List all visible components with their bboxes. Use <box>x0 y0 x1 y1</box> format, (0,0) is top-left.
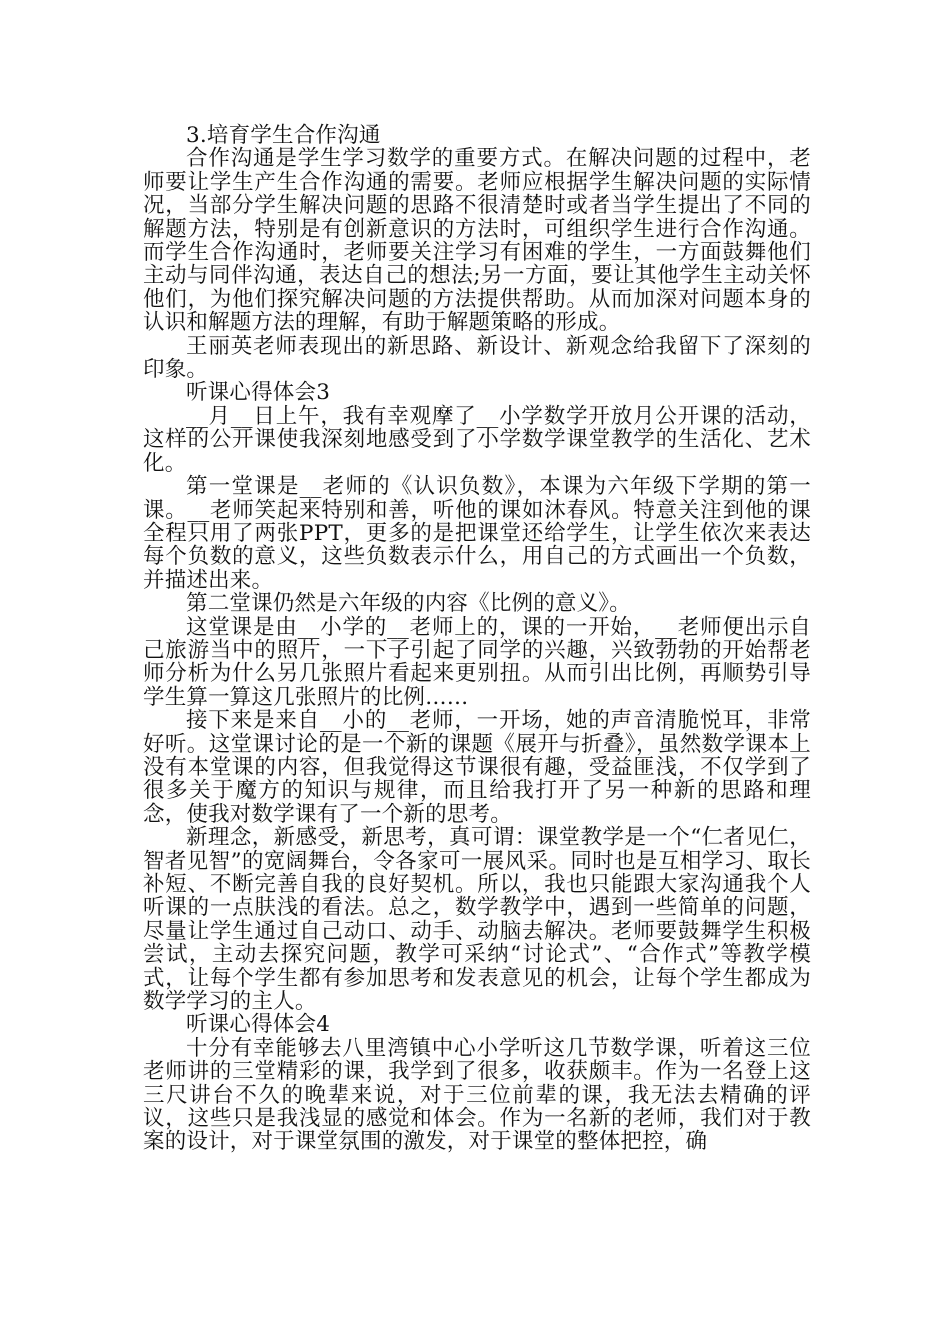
paragraph: 新理念，新感受，新思考，真可谓：课堂教学是一个“仁者见仁，智者见智”的宽阔舞台，令各家可一展风采。同时也是互相学习、取长补短、不断完善自我的良好契机。所以，我也只能跟大家沟通我个人听课的一点肤浅的看法。总之，数学教学中，遇到一些简单的问题，尽量让学生通过自己动口、动手、动脑去解决。老师要鼓舞学生积极尝试，主动去探究问题，教学可采纳“讨论式”、“合作式”等教学模式，让每个学生都有参加思考和发表意见的机会，让每个学生都成为数学学习的主人。 <box>143 825 811 1015</box>
paragraph: 第一堂课是__老师的《认识负数》，本课为六年级下学期的第一课。__老师笑起来特别和善，听他的课如沐春风。特意关注到他的课全程只用了两张PPT，更多的是把课堂还给学生，让学生依次来表达每个负数的意义，这些负数表示什么，用自己的方式画出一个负数，并描述出来。 <box>143 474 811 593</box>
paragraph: __月__日上午，我有幸观摩了__小学数学开放月公开课的活动，这样的公开课使我深刻地感受到了小学数学课堂教学的生活化、艺术化。 <box>143 403 811 476</box>
document-body <box>143 124 811 1154</box>
section-heading: 听课心得体会4 <box>186 1012 331 1038</box>
paragraph: 十分有幸能够去八里湾镇中心小学听这几节数学课，听着这三位老师讲的三堂精彩的课，我学到了很多，收获颇丰。作为一名登上这三尺讲台不久的晚辈来说，对于三位前辈的课，我无法去精确的评议，这些只是我浅显的感觉和体会。作为一名新的老师，我们对于教案的设计，对于课堂氛围的激发，对于课堂的整体把控，确 <box>143 1035 811 1155</box>
paragraph: 王丽英老师表现出的新思路、新设计、新观念给我留下了深刻的印象。 <box>143 333 811 383</box>
section-heading: 3.培育学生合作沟通 <box>186 123 381 148</box>
paragraph: 接下来是来自__小的__老师，一开场，她的声音清脆悦耳，非常好听。这堂课讨论的是一个新的课题《展开与折叠》，虽然数学课本上没有本堂课的内容，但我觉得这节课很有趣，受益匪浅，不仅学到了很多关于魔方的知识与规律，而且给我打开了另一种新的思路和理念，使我对数学课有了一个新的思考。 <box>143 708 811 827</box>
section-heading: 听课心得体会3 <box>186 380 331 406</box>
paragraph: 合作沟通是学生学习数学的重要方式。在解决问题的过程中，老师要让学生产生合作沟通的需要。老师应根据学生解决问题的实际情况，当部分学生解决问题的思路不很清楚时或者当学生提出了不同的解题方法，特别是有创新意识的方法时，可组织学生进行合作沟通。而学生合作沟通时，老师要关注学习有困难的学生，一方面鼓舞他们主动与同伴沟通，表达自己的想法;另一方面，要让其他学生主动关怀他们，为他们探究解决问题的方法提供帮助。从而加深对问题本身的认识和解题方法的理解，有助于解题策略的形成。 <box>143 146 811 336</box>
paragraph: 这堂课是由__小学的__老师上的，课的一开始，__老师便出示自己旅游当中的照片，一下子引起了同学的兴趣，兴致勃勃的开始帮老师分析为什么另几张照片看起来更别扭。从而引出比例，再顺势引导学生算一算这几张照片的比例…… <box>143 614 811 710</box>
paragraph: 第二堂课仍然是六年级的内容《比例的意义》。 <box>186 591 631 617</box>
